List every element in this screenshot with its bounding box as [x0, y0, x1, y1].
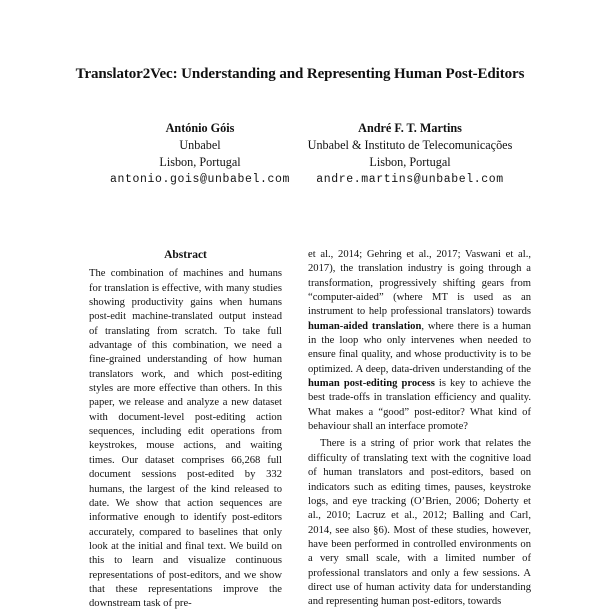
bold-term: human-aided translation: [308, 320, 422, 332]
author-location: Lisbon, Portugal: [369, 155, 451, 169]
left-column: [89, 248, 282, 612]
paper-title: Translator2Vec: Understanding and Representing Human Post-Editors: [75, 66, 525, 82]
author-name: António Góis: [165, 121, 235, 135]
intro-paragraph-1: [308, 248, 531, 434]
abstract-text: The combination of machines and humans for translation is effective, with many studies showing productivity gains when humans post-edit machine-translated output instead of translating from scratch. To take full advantage of this combination, we need a fine-grained understanding of how human translators work, and which post-editing styles are more effective than others. In this paper, we release and analyze a new dataset with document-level post-editing action sequences, including edit operations from keystrokes, mouse actions, and waiting times. Our dataset comprises 66,268 full document sessions post-edited by 332 humans, the largest of the kind released to date. We show that action sequences are informative enough to identify post-editors accurately, compared to baselines that only look at the initial and final text. We build on this to learn and visualize continuous representations of post-editors, and we show that these representations improve the downstream task of pre-: [89, 268, 282, 610]
author-email: andre.martins@unbabel.com: [316, 173, 504, 186]
text-run: et al., 2014; Gehring et al., 2017; Vaswani et al., 2017), the translation industry is going through a transformation, progressively shifting gears from “computer-aided” (where MT is used as an instrument to help professional translators) towards: [308, 249, 531, 318]
author-location: Lisbon, Portugal: [159, 155, 241, 169]
author-affiliation: Unbabel: [179, 138, 221, 152]
right-column: [308, 248, 531, 610]
text-run: , where there is a human in the loop who only intervenes when needed to ensure final quality, and whose productivity is to be optimized. A deep, data-driven understanding of the: [308, 320, 531, 375]
author-block-1: [100, 120, 300, 188]
author-block-2: [285, 120, 535, 188]
author-email: antonio.gois@unbabel.com: [109, 173, 291, 186]
abstract-heading: Abstract: [164, 249, 207, 261]
author-affiliation: Unbabel & Instituto de Telecomunicações: [307, 138, 513, 152]
text-run: is key to achieve the best trade-offs in translation efficiency and quality. What makes a “good” post-editor? What kind of behaviour shall an interface promote?: [308, 378, 531, 433]
intro-paragraph-2: There is a string of prior work that relates the difficulty of translating text with the cognitive load of human translators and post-editors, based on indicators such as editing times, pauses, keystroke logs, and eye tracking (O’Brien, 2006; Doherty et al., 2010; Lacruz et al., 2012; Balling and Carl, 2014, see also §6). Most of these studies, however, have been performed in controlled environments on a very small scale, with a limited number of professional translators and only a few sessions. A direct use of human activity data for understanding and representing human post-editors, towards: [308, 438, 531, 608]
bold-term: human post-editing process: [308, 378, 435, 390]
author-name: André F. T. Martins: [358, 121, 462, 135]
